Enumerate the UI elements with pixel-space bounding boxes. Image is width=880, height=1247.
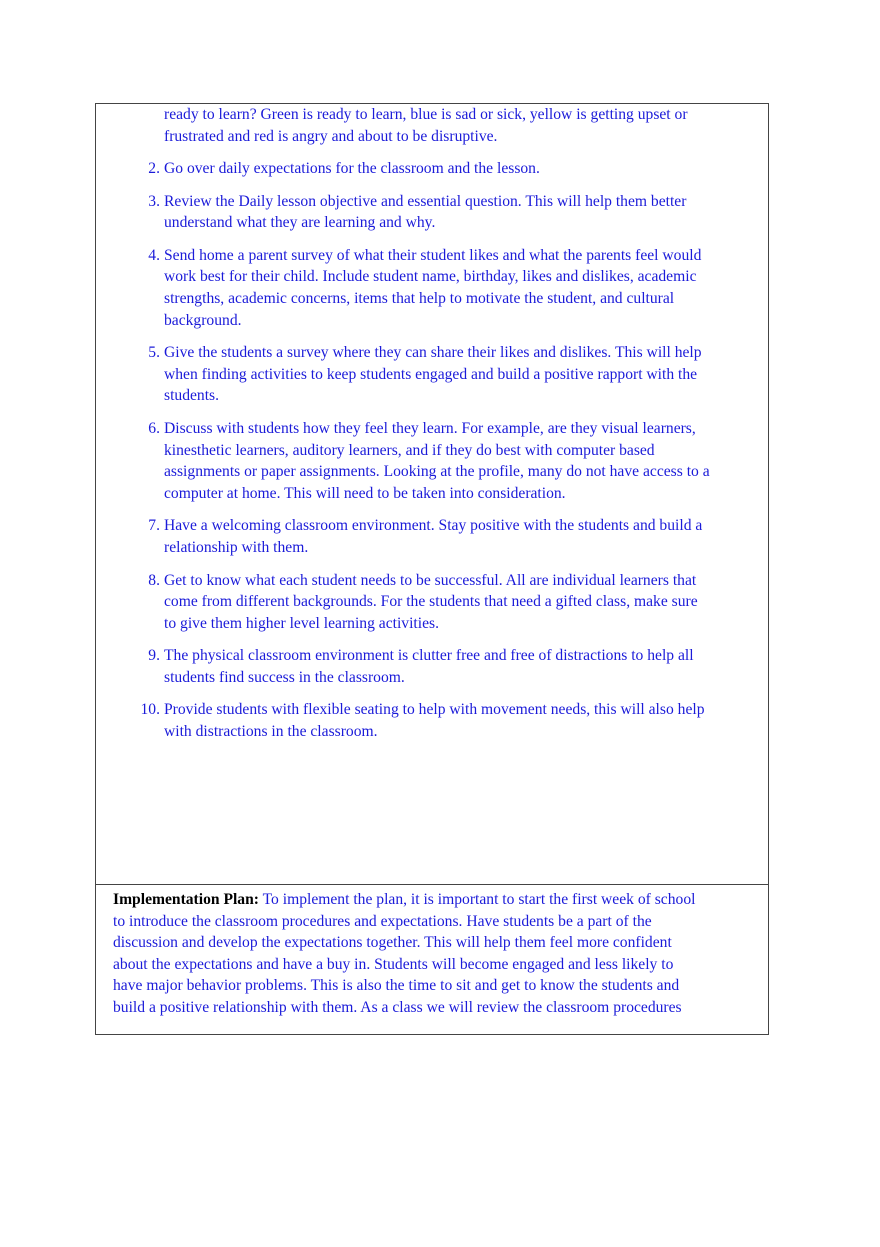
implementation-heading: Implementation Plan: xyxy=(113,891,259,908)
text-line: Review the Daily lesson objective and essential question. This will help them better xyxy=(164,192,687,210)
text-line: when finding activities to keep students engaged and build a positive rapport with the xyxy=(164,365,698,383)
text-line: build a positive relationship with them. As a class we will review the classroom procedures xyxy=(113,998,682,1016)
text-line: discussion and develop the expectations together. This will help them feel more confident xyxy=(113,934,672,952)
list-number: 6. xyxy=(148,419,160,437)
text-line: come from different backgrounds. For the students that need a gifted class, make sure xyxy=(164,593,698,611)
list-number: 8. xyxy=(148,571,160,589)
list-item xyxy=(96,570,768,635)
list-number: 4. xyxy=(148,246,160,264)
text-line: have major behavior problems. This is also the time to sit and get to know the students and xyxy=(113,977,680,995)
text-line: computer at home. This will need to be taken into consideration. xyxy=(164,484,566,502)
list-item xyxy=(96,158,768,180)
text-line: understand what they are learning and why. xyxy=(164,214,436,232)
list-item xyxy=(96,191,768,234)
list-number: 7. xyxy=(148,517,160,535)
implementation-paragraph xyxy=(113,889,763,1019)
implementation-cell xyxy=(96,885,768,1034)
list-number: 5. xyxy=(148,344,160,362)
list-number: 3. xyxy=(148,192,160,210)
text-line: strengths, academic concerns, items that help to motivate the student, and cultural xyxy=(164,289,675,307)
text-line: Go over daily expectations for the classroom and the lesson. xyxy=(164,160,540,177)
text-line: kinesthetic learners, auditory learners, and if they do best with computer based xyxy=(164,441,655,459)
strategy-list xyxy=(96,158,768,754)
text-line: Provide students with flexible seating to help with movement needs, this will also help xyxy=(164,701,705,719)
text-line: The physical classroom environment is clutter free and free of distractions to help all xyxy=(164,647,694,665)
list-item xyxy=(96,342,768,407)
list-number: 10. xyxy=(140,701,160,719)
text-line: to introduce the classroom procedures and expectations. Have students be a part of the xyxy=(113,912,652,930)
implementation-intro: To implement the plan, it is important to start the first week of school xyxy=(258,891,696,908)
text-line: Discuss with students how they feel they learn. For example, are they visual learners, xyxy=(164,419,696,437)
text-line: students. xyxy=(164,387,220,405)
text-line: to give them higher level learning activities. xyxy=(164,614,439,632)
list-item xyxy=(96,515,768,558)
plan-table xyxy=(95,103,769,1035)
continued-item-text xyxy=(164,104,764,147)
text-line xyxy=(113,889,763,911)
strategies-cell xyxy=(96,104,768,885)
text-line: with distractions in the classroom. xyxy=(164,723,378,741)
list-item xyxy=(96,245,768,331)
text-line: frustrated and red is angry and about to be disruptive. xyxy=(164,127,498,145)
text-line: Give the students a survey where they can share their likes and dislikes. This will help xyxy=(164,344,702,362)
text-line: background. xyxy=(164,311,242,329)
text-line: relationship with them. xyxy=(164,538,309,556)
text-line: ready to learn? Green is ready to learn, blue is sad or sick, yellow is getting upset or xyxy=(164,106,688,123)
text-line: about the expectations and have a buy in. Students will become engaged and less likely to xyxy=(113,955,674,973)
list-number: 2. xyxy=(148,160,160,177)
text-line: Have a welcoming classroom environment. Stay positive with the students and build a xyxy=(164,517,703,535)
text-line: students find success in the classroom. xyxy=(164,668,405,686)
list-item xyxy=(96,645,768,688)
text-line: work best for their child. Include student name, birthday, likes and dislikes, academic xyxy=(164,268,697,286)
list-item xyxy=(96,418,768,504)
text-line: assignments or paper assignments. Looking at the profile, many do not have access to a xyxy=(164,463,710,481)
list-item xyxy=(96,699,768,742)
list-number: 9. xyxy=(148,647,160,665)
text-line: Get to know what each student needs to be successful. All are individual learners that xyxy=(164,571,697,589)
text-line: Send home a parent survey of what their student likes and what the parents feel would xyxy=(164,246,702,264)
